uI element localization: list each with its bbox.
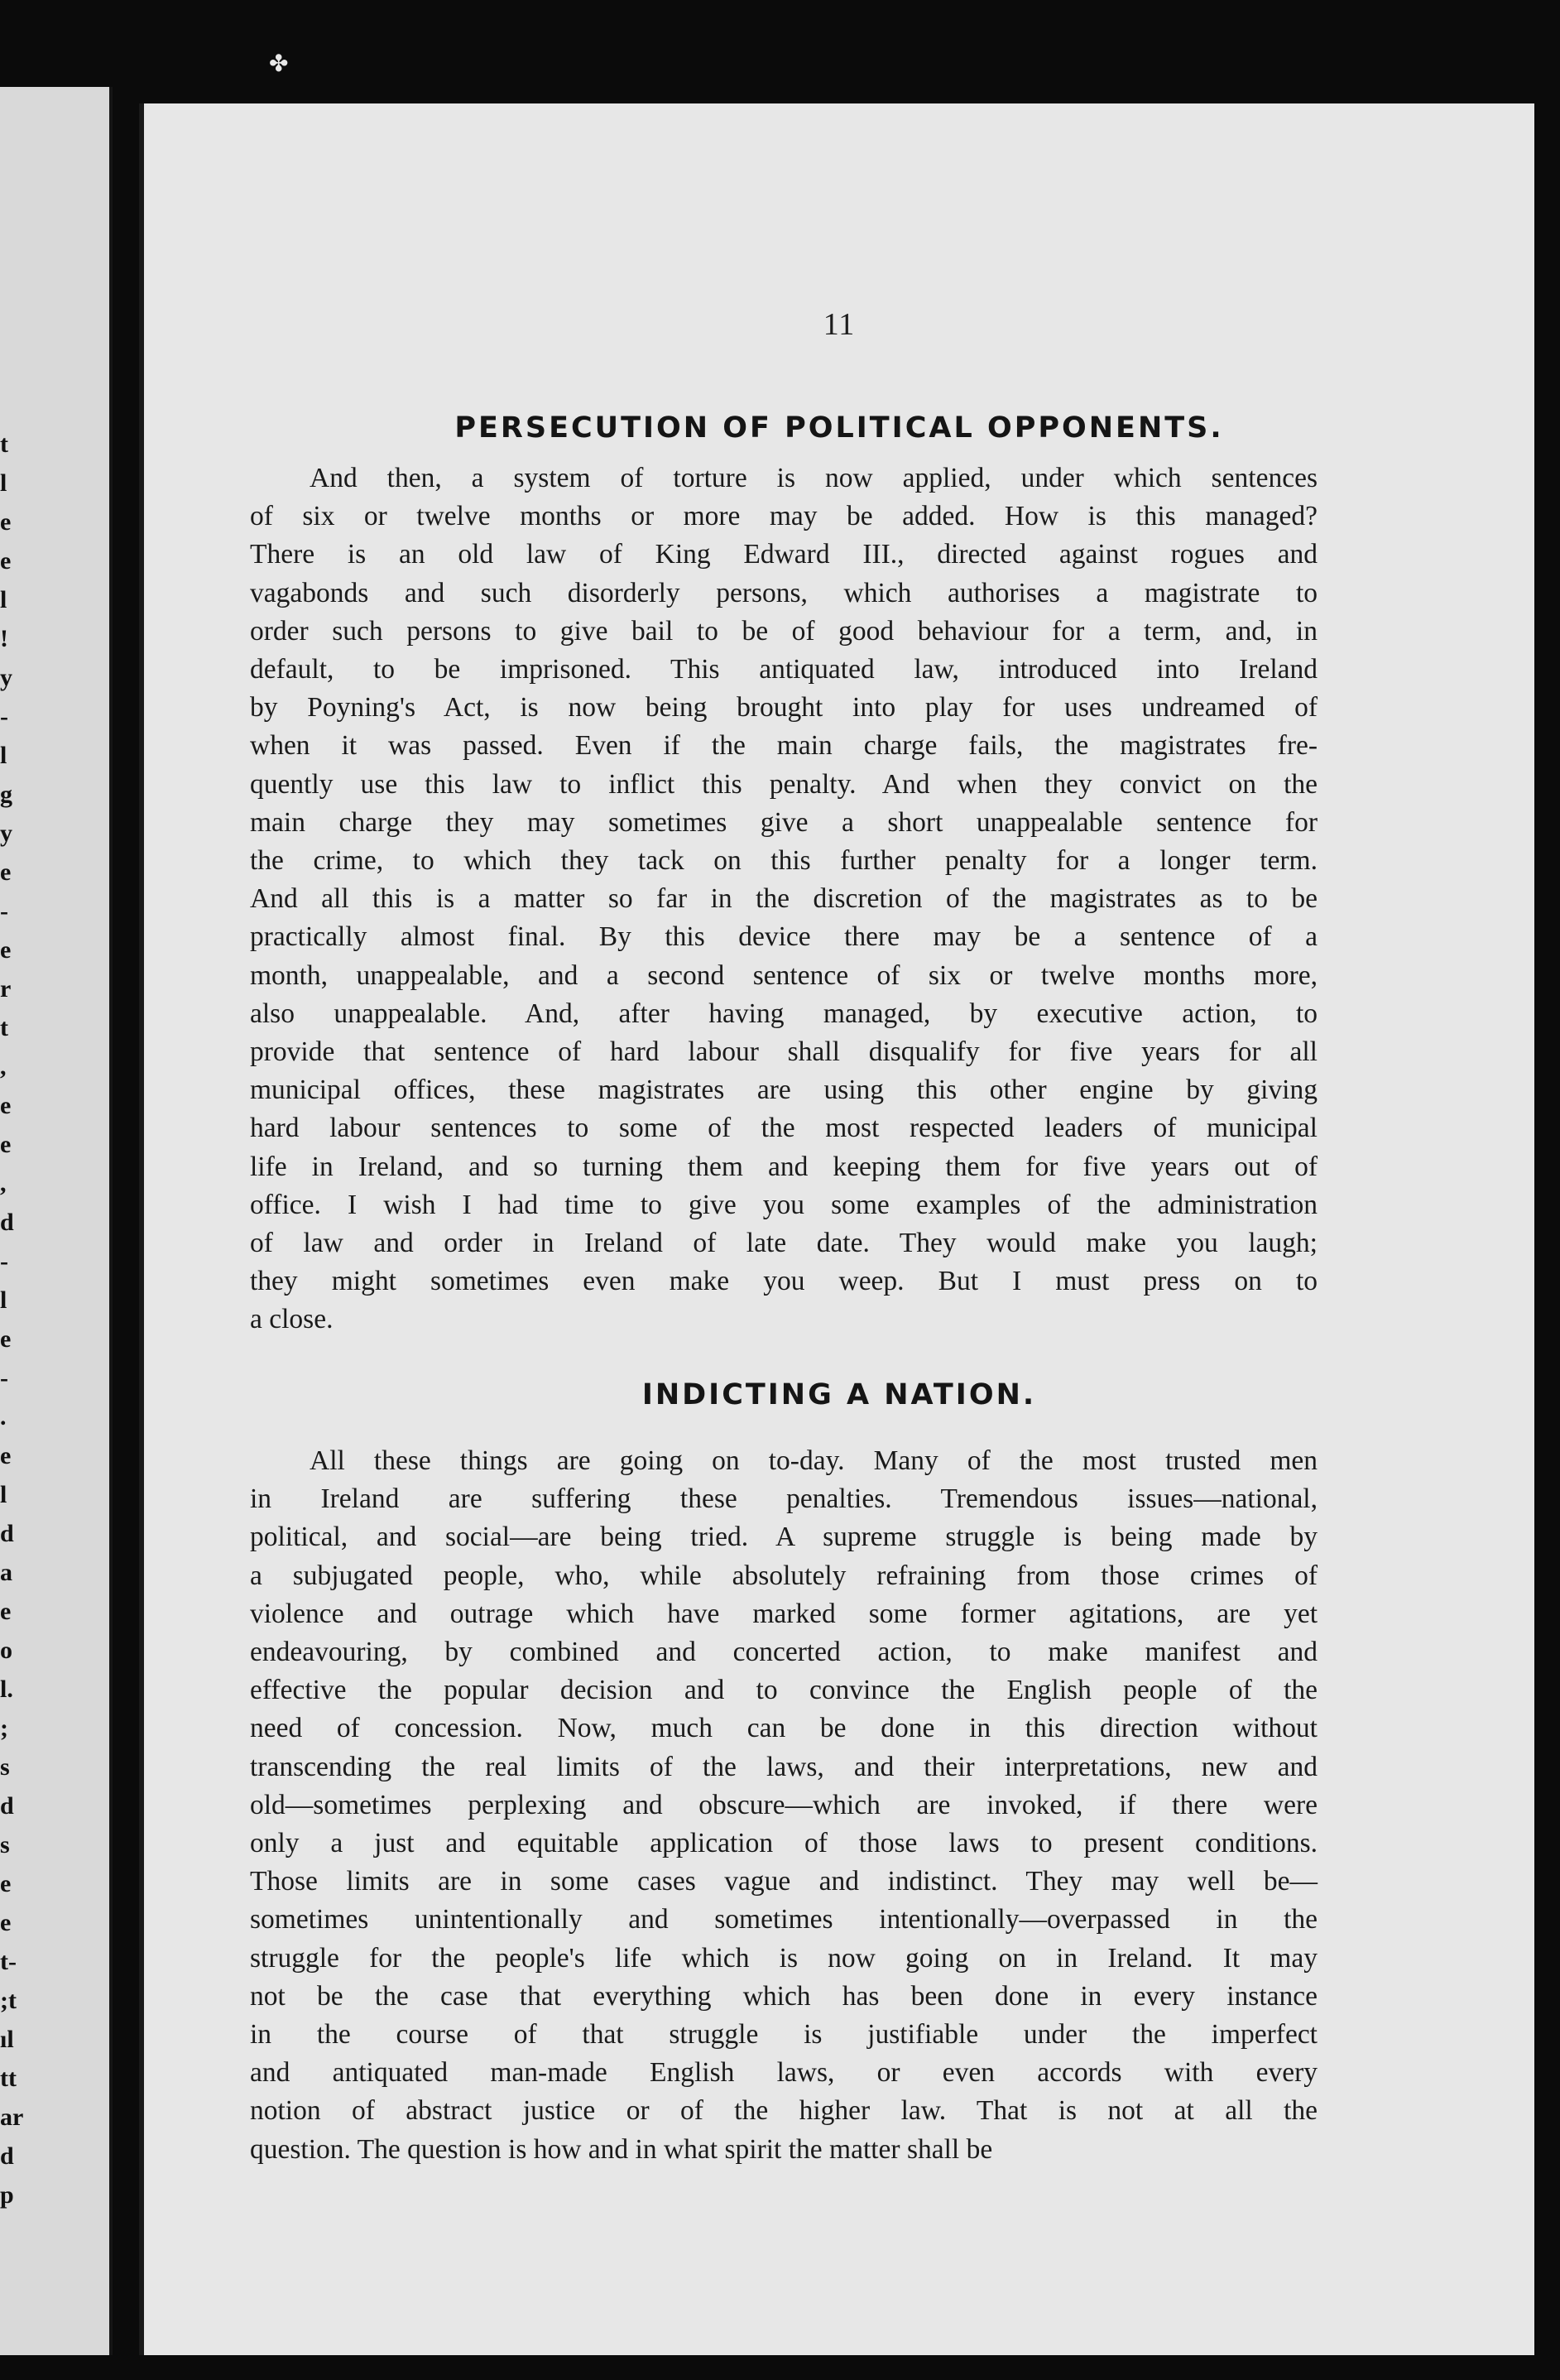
margin-char: ! (0, 625, 8, 652)
text-line: in Ireland are suffering these penalties. Tremendous issues—national, (250, 1483, 1318, 1515)
text-line: And then, a system of torture is now applied, under which sentences (310, 463, 1318, 493)
text-line: and antiquated man-made English laws, or even accords with every (250, 2057, 1318, 2089)
text-line: old—sometimes perplexing and obscure—which are invoked, if there were (250, 1789, 1318, 1820)
margin-char: , (0, 1053, 7, 1080)
margin-char: e (0, 1092, 12, 1119)
text-line: the crime, to which they tack on this further penalty for a longer term. (250, 845, 1318, 877)
text-line: a subjugated people, who, while absolutely refraining from those crimes of (250, 1560, 1318, 1591)
margin-char: l (0, 742, 7, 769)
page-number: 11 (823, 307, 856, 342)
section-heading: INDICTING A NATION. (641, 1378, 1037, 1411)
text-line: life in Ireland, and so turning them and keeping them for five years out of (250, 1151, 1318, 1182)
text-line: provide that sentence of hard labour shall disqualify for five years for all (250, 1036, 1318, 1068)
margin-char: - (0, 1364, 8, 1392)
top-mark: ✤ (269, 51, 289, 77)
margin-char: t- (0, 1948, 17, 1975)
margin-char: ;t (0, 1987, 17, 2014)
margin-char: e (0, 1598, 12, 1625)
text-line: default, to be imprisoned. This antiquated law, introduced into Ireland (250, 654, 1318, 685)
margin-char: d (0, 2142, 14, 2170)
margin-char: e (0, 547, 12, 575)
margin-char: o (0, 1637, 12, 1664)
text-line: practically almost final. By this device there may be a sentence of a (250, 921, 1318, 953)
margin-char: s (0, 1831, 10, 1858)
text-line: they might sometimes even make you weep. But I must press on to (250, 1266, 1318, 1297)
text-line: in the course of that struggle is justifiable under the imperfect (250, 2019, 1318, 2051)
text-line: And all this is a matter so far in the discretion of the magistrates as to be (250, 883, 1318, 915)
margin-char: ; (0, 1714, 8, 1742)
text-line: vagabonds and such disorderly persons, which authorises a magistrate to (250, 577, 1318, 608)
text-line: municipal offices, these magistrates are using this other engine by giving (250, 1075, 1318, 1106)
margin-char: e (0, 508, 12, 536)
text-line: order such persons to give bail to be of good behaviour for a term, and, in (250, 615, 1318, 647)
margin-char: - (0, 897, 8, 925)
text-line: struggle for the people's life which is now going on in Ireland. It may (250, 1942, 1318, 1974)
text-line: transcending the real limits of the laws, and their interpretations, new and (250, 1751, 1318, 1782)
text-line: All these things are going on to-day. Many of the most trusted men (310, 1445, 1318, 1476)
text-line: of six or twelve months or more may be added. How is this managed? (250, 501, 1318, 532)
margin-char: d (0, 1792, 14, 1820)
margin-char: - (0, 703, 8, 730)
margin-char: e (0, 1131, 12, 1158)
text-line: not be the case that everything which has been done in every instance (250, 1980, 1318, 2012)
margin-char: e (0, 1325, 12, 1353)
margin-char: d (0, 1520, 14, 1547)
margin-char: s (0, 1753, 10, 1781)
text-line: month, unappealable, and a second sentence of six or twelve months more, (250, 959, 1318, 991)
margin-char: y (0, 820, 12, 847)
section-heading: PERSECUTION OF POLITICAL OPPONENTS. (454, 411, 1224, 445)
margin-char: l (0, 1481, 7, 1508)
document-page (139, 103, 1534, 2355)
margin-char: y (0, 664, 12, 691)
margin-char: p (0, 2181, 14, 2209)
margin-char: g (0, 781, 12, 808)
margin-char: e (0, 1870, 12, 1897)
text-line: sometimes unintentionally and sometimes intentionally—overpassed in the (250, 1904, 1318, 1935)
text-line: by Poyning's Act, is now being brought into play for uses undreamed of (250, 692, 1318, 724)
margin-char: ar (0, 2104, 24, 2131)
text-line: only a just and equitable application of those laws to present conditions. (250, 1828, 1318, 1859)
text-line: effective the popular decision and to convince the English people of the (250, 1675, 1318, 1706)
margin-char: e (0, 936, 12, 964)
margin-char: d (0, 1209, 14, 1236)
paragraph (250, 1442, 1318, 2169)
margin-char: tt (0, 2065, 17, 2092)
margin-char: , (0, 1170, 7, 1197)
margin-char: e (0, 858, 12, 886)
text-line: when it was passed. Even if the main charge fails, the magistrates fre- (250, 730, 1318, 762)
text-line: question. The question is how and in what spirit the matter shall be (250, 2133, 993, 2165)
text-line: also unappealable. And, after having managed, by executive action, to (250, 998, 1318, 1029)
paragraph (250, 459, 1318, 1339)
previous-page-edge (0, 87, 113, 2355)
margin-char: l (0, 586, 7, 613)
text-line: hard labour sentences to some of the most respected leaders of municipal (250, 1113, 1318, 1144)
margin-char: l (0, 1286, 7, 1314)
text-line: There is an old law of King Edward III., directed against rogues and (250, 539, 1318, 570)
margin-char: - (0, 1248, 8, 1275)
text-line: main charge they may sometimes give a short unappealable sentence for (250, 806, 1318, 838)
margin-char: . (0, 1403, 7, 1430)
text-line: endeavouring, by combined and concerted action, to make manifest and (250, 1637, 1318, 1668)
margin-char: e (0, 1442, 12, 1469)
margin-char: l (0, 469, 7, 497)
margin-char: r (0, 975, 12, 1002)
text-line: notion of abstract justice or of the higher law. That is not at all the (250, 2095, 1318, 2127)
text-line: office. I wish I had time to give you some examples of the administration (250, 1189, 1318, 1220)
text-line: need of concession. Now, much can be done in this direction without (250, 1713, 1318, 1744)
margin-char: t (0, 1014, 8, 1041)
text-line: quently use this law to inflict this penalty. And when they convict on the (250, 768, 1318, 800)
text-line: of law and order in Ireland of late date. They would make you laugh; (250, 1228, 1318, 1259)
margin-char: t (0, 430, 8, 458)
text-line: political, and social—are being tried. A supreme struggle is being made by (250, 1522, 1318, 1553)
text-line: a close. (250, 1304, 334, 1335)
margin-char: ıl (0, 2026, 14, 2053)
text-line: Those limits are in some cases vague and indistinct. They may well be— (250, 1866, 1318, 1897)
margin-char: a (0, 1559, 12, 1586)
margin-char: l. (0, 1676, 13, 1703)
margin-char: e (0, 1909, 12, 1936)
text-line: violence and outrage which have marked some former agitations, are yet (250, 1598, 1318, 1629)
